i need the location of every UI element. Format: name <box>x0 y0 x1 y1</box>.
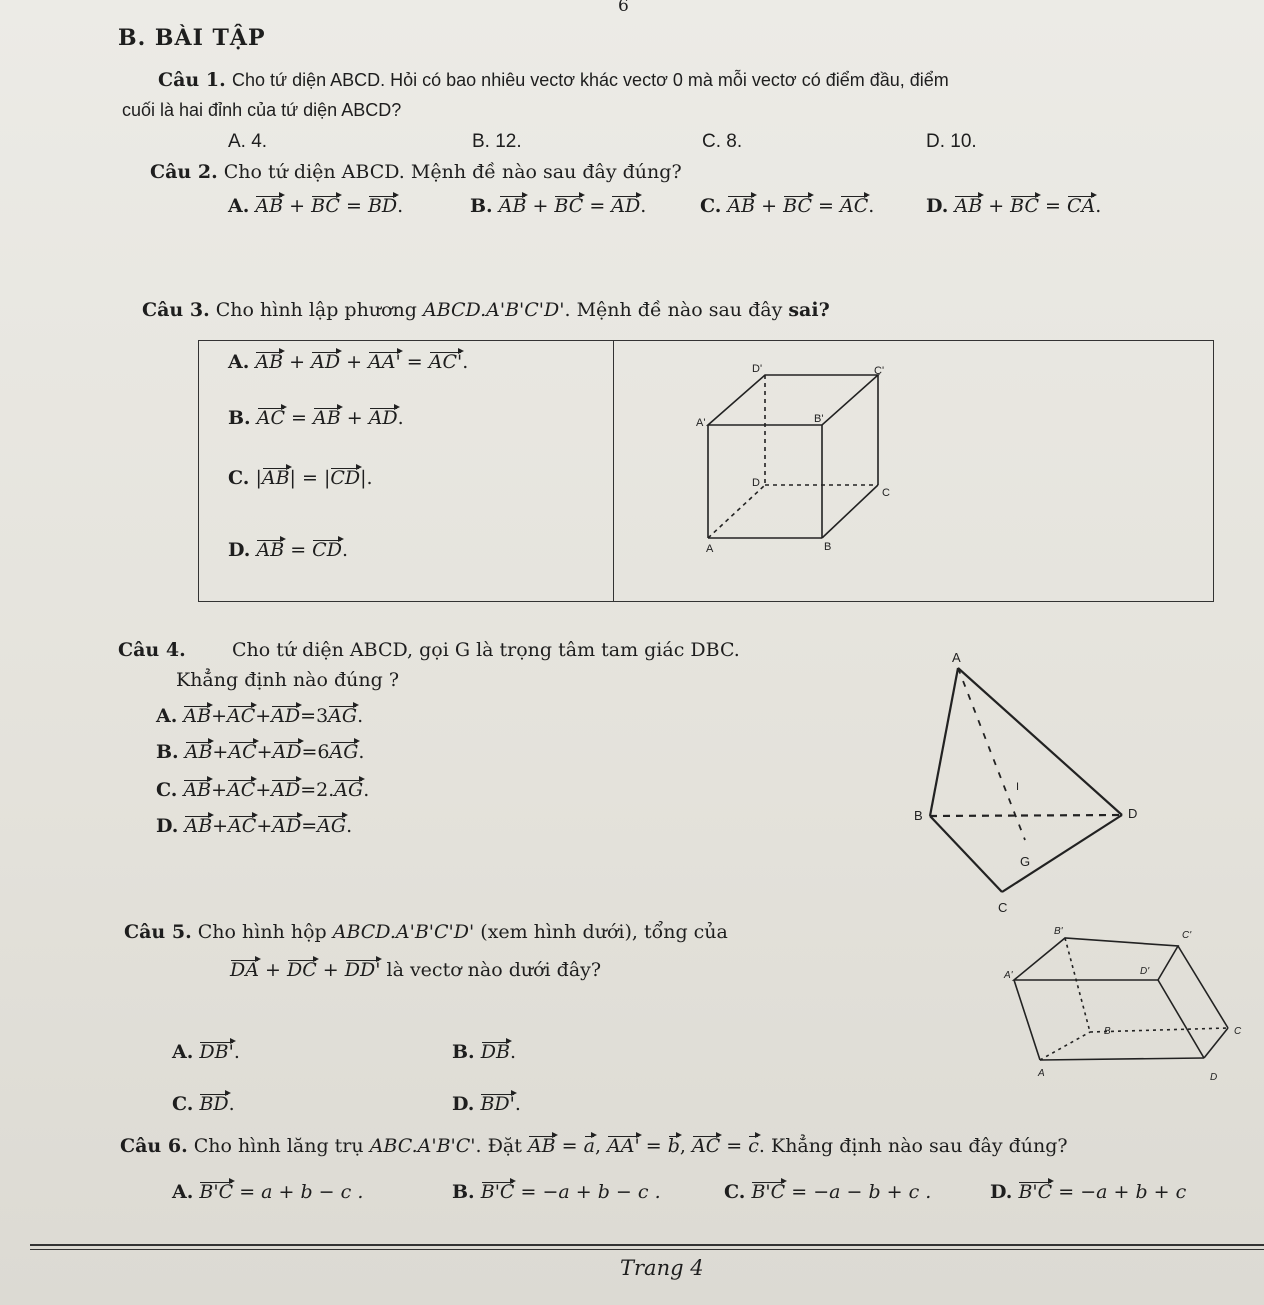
vector-ad: AD <box>368 407 398 429</box>
q6-line: Câu 6. Cho hình lăng trụ ABC.A'B'C'. Đặt AB = a, AA' = b, AC = c. Khẳng định nào sau đây đúng? <box>120 1135 1068 1157</box>
vector-bc: BC <box>554 195 584 217</box>
footer-rule-2 <box>30 1249 1264 1250</box>
q5-line <box>124 920 728 944</box>
q4-option-c-letter: C. <box>156 779 178 801</box>
vector-b1c: B'C <box>751 1181 786 1203</box>
vector-ac: AC <box>227 779 256 801</box>
label-c1: C' <box>1182 930 1192 941</box>
label-b1: B' <box>814 413 824 425</box>
label-d: D <box>1210 1072 1218 1083</box>
label-d: D <box>752 477 760 489</box>
label-b: B <box>824 541 832 553</box>
q5-option-b-letter: B. <box>452 1041 475 1063</box>
q2-option-c-letter: C. <box>700 195 722 217</box>
q5-option-d-letter: D. <box>452 1093 475 1115</box>
q6-option-a <box>172 1180 363 1204</box>
label-b1: B' <box>1054 926 1063 937</box>
tetra-segment-ag <box>958 668 1025 840</box>
q3-option-d-letter: D. <box>228 539 251 561</box>
vector-ac: AC <box>228 741 257 763</box>
q4-option-b: B. AB+AC+AD=6AG. <box>156 741 365 763</box>
vector-ab: AB <box>498 195 527 217</box>
label-c1: C' <box>874 365 885 377</box>
vector-ab: AB <box>183 779 212 801</box>
q1-option-d-letter: D. <box>926 131 945 152</box>
q4-option-c-coef: 2. <box>316 779 335 801</box>
vector-bd: BD <box>367 195 398 217</box>
vector-ab: AB <box>313 407 341 429</box>
vector-cd: CD <box>330 467 361 489</box>
vector-ad: AD <box>271 779 301 801</box>
q3-option-b: B. AC = AB + AD. <box>228 407 404 429</box>
vector-bc: BC <box>311 195 340 217</box>
q4-option-b-letter: B. <box>156 741 179 763</box>
q5-text-b: (xem hình dưới), tổng của <box>480 921 728 943</box>
label-a: A <box>952 650 961 665</box>
tetra-edge-bd <box>930 815 1122 816</box>
q3-option-c-letter: C. <box>228 467 250 489</box>
box-edge-b1b <box>1065 938 1090 1032</box>
cube-top-face <box>708 375 878 425</box>
tetra-edge-ad <box>958 668 1122 815</box>
footer-page-label: Trang 4 <box>620 1256 704 1280</box>
vector-ab: AB <box>727 195 756 217</box>
q4-option-d-letter: D. <box>156 815 179 837</box>
vector-ad: AD <box>311 351 341 373</box>
cube-edge-bc <box>822 485 878 538</box>
q6-option-d-rhs: = −a + b + c <box>1058 1181 1187 1203</box>
vector-db1: DB' <box>199 1041 234 1063</box>
box-edge-bc <box>1090 1028 1228 1032</box>
q6-prism-name: ABC.A'B'C' <box>369 1135 476 1157</box>
q2-option-b: B. AB + BC = AD. <box>470 195 647 217</box>
q3-option-a: A. AB + AD + AA' = AC'. <box>228 351 469 373</box>
vector-db: DB <box>480 1041 510 1063</box>
label-b: B <box>914 808 923 823</box>
q6-option-d-letter: D. <box>990 1181 1013 1203</box>
label-a: A <box>706 543 714 555</box>
label-i: I <box>1016 781 1020 793</box>
q5-option-a-letter: A. <box>172 1041 194 1063</box>
q5-option-c: C. BD. <box>172 1093 235 1115</box>
q1-text-line1: Cho tứ diện ABCD. Hỏi có bao nhiêu vectơ khác vectơ 0 mà mỗi vectơ có điểm đầu, điểm <box>232 70 949 90</box>
vector-ab: AB <box>256 539 285 561</box>
q1-option-c <box>702 130 742 154</box>
q3-option-c: C. |AB| = |CD|. <box>228 467 373 489</box>
q4-option-c: C. AB+AC+AD=2.AG. <box>156 779 370 801</box>
vector-ab: AB <box>954 195 983 217</box>
vector-ad: AD <box>272 815 302 837</box>
q2-line <box>150 160 682 184</box>
vector-ac: AC <box>692 1135 721 1157</box>
q6-option-a-letter: A. <box>172 1181 194 1203</box>
q4-option-a-coef: 3 <box>316 705 329 727</box>
q3-option-d: D. AB = CD. <box>228 539 348 561</box>
vector-da: DA <box>230 959 259 981</box>
q1-option-b <box>472 130 522 154</box>
q3-option-b-letter: B. <box>228 407 251 429</box>
q2-label: Câu 2. <box>150 161 218 183</box>
q6-option-c-rhs: = −a − b + c . <box>791 1181 932 1203</box>
q1-text-line2: cuối là hai đỉnh của tứ diện ABCD? <box>122 100 402 120</box>
label-c: C <box>1234 1026 1242 1037</box>
box-edge-c1c <box>1178 946 1228 1028</box>
q6-option-c <box>724 1180 931 1204</box>
q5-option-a: A. DB'. <box>172 1041 240 1063</box>
q6-option-d <box>990 1180 1186 1204</box>
vector-cd: CD <box>312 539 342 561</box>
q3-text-a: Cho hình lập phương <box>215 299 417 321</box>
q2-text: Cho tứ diện ABCD. Mệnh đề nào sau đây đúng? <box>223 161 682 183</box>
q6-label: Câu 6. <box>120 1135 188 1157</box>
q5-text-a: Cho hình hộp <box>197 921 327 943</box>
box-top-face <box>1014 938 1178 980</box>
vector-ag: AG <box>328 705 358 727</box>
parallelepiped-figure <box>1000 920 1250 1090</box>
q6-text-b: . Đặt <box>475 1135 522 1157</box>
q4-option-b-coef: 6 <box>317 741 330 763</box>
q5-sum-line: DA + DC + DD' là vectơ nào dưới đây? <box>230 959 602 981</box>
vector-b1c: B'C <box>480 1181 515 1203</box>
label-a1: A' <box>696 417 706 429</box>
q6-option-b-rhs: = −a + b − c . <box>520 1181 661 1203</box>
q1-option-a-letter: A. <box>228 131 246 152</box>
q1-option-c-letter: C. <box>702 131 721 152</box>
vector-b: b <box>667 1135 680 1157</box>
q1-option-a <box>228 130 267 154</box>
vector-ac: AC <box>227 705 256 727</box>
vector-ab: AB <box>184 815 213 837</box>
q3-table-divider <box>613 340 614 602</box>
cube-figure <box>690 360 910 560</box>
box-edge-ad <box>1040 1058 1204 1060</box>
vector-ac: AC <box>256 407 285 429</box>
q3-label: Câu 3. <box>142 299 210 321</box>
vector-ad: AD <box>611 195 641 217</box>
q6-option-a-rhs: = a + b − c . <box>239 1181 364 1203</box>
q6-option-b <box>452 1180 661 1204</box>
vector-ag: AG <box>317 815 347 837</box>
q4-option-d: D. AB+AC+AD=AG. <box>156 815 353 837</box>
label-c: C <box>998 900 1008 915</box>
section-title: B. BÀI TẬP <box>118 25 266 51</box>
q4-text-line1: Cho tứ diện ABCD, gọi G là trọng tâm tam giác DBC. <box>232 639 740 661</box>
vector-ac: AC <box>228 815 257 837</box>
tetra-edge-ab <box>930 668 958 816</box>
vector-aa1: AA' <box>607 1135 640 1157</box>
label-d: D <box>1128 806 1138 821</box>
q5-label: Câu 5. <box>124 921 192 943</box>
vector-ab: AB <box>261 467 290 489</box>
q6-option-b-letter: B. <box>452 1181 475 1203</box>
box-edge-d1d <box>1158 980 1204 1058</box>
vector-bc: BC <box>783 195 812 217</box>
vector-dc: DC <box>286 959 317 981</box>
vector-a: a <box>583 1135 595 1157</box>
q2-option-a-letter: A. <box>228 195 250 217</box>
vector-ab: AB <box>184 741 213 763</box>
footer-rule-1 <box>30 1244 1264 1246</box>
vector-b1c: B'C <box>1018 1181 1053 1203</box>
top-page-number: 6 <box>618 0 629 16</box>
vector-ab: AB <box>527 1135 556 1157</box>
vector-b1c: B'C <box>199 1181 234 1203</box>
vector-dd1: DD' <box>344 959 381 981</box>
vector-bc: BC <box>1010 195 1040 217</box>
q3-option-a-letter: A. <box>228 351 250 373</box>
q5-box-name: ABCD.A'B'C'D' <box>332 921 475 943</box>
vector-aa1: AA' <box>368 351 401 373</box>
q4-option-a-letter: A. <box>156 705 178 727</box>
box-edge-a1a <box>1014 980 1040 1060</box>
q6-text-c: . Khẳng định nào sau đây đúng? <box>758 1135 1068 1157</box>
q1-option-b-text: 12. <box>495 131 522 152</box>
vector-ag: AG <box>334 779 364 801</box>
q4-option-a: A. AB+AC+AD=3AG. <box>156 705 364 727</box>
box-edge-ab <box>1040 1032 1090 1060</box>
label-a1: A' <box>1004 970 1013 981</box>
q1-option-d <box>926 130 977 154</box>
q5-text-c: là vectơ nào dưới đây? <box>386 959 602 981</box>
q4-label: Câu 4. <box>118 639 186 661</box>
box-edge-dc <box>1204 1028 1228 1058</box>
vector-ag: AG <box>329 741 359 763</box>
q3-text-b: . Mệnh đề nào sau đây <box>564 299 783 321</box>
q6-option-c-letter: C. <box>724 1181 746 1203</box>
vector-ab: AB <box>255 351 284 373</box>
label-c: C <box>882 487 890 499</box>
vector-ac1: AC' <box>428 351 463 373</box>
q2-option-b-letter: B. <box>470 195 493 217</box>
label-a: A <box>1038 1068 1045 1079</box>
label-d1: D' <box>1140 966 1150 977</box>
q5-option-c-letter: C. <box>172 1093 194 1115</box>
tetra-edge-bc <box>930 816 1002 892</box>
q3-line <box>142 298 830 322</box>
tetrahedron-figure <box>890 640 1170 920</box>
q1-option-a-text: 4. <box>251 131 268 152</box>
q2-option-a: A. AB + BC = BD. <box>228 195 404 217</box>
label-g: G <box>1020 854 1031 869</box>
q6-text-a: Cho hình lăng trụ <box>193 1135 364 1157</box>
vector-ad: AD <box>271 705 301 727</box>
q3-cube-name: ABCD.A'B'C'D' <box>422 299 565 321</box>
q5-option-d: D. BD'. <box>452 1093 521 1115</box>
label-b: B <box>1104 1026 1111 1037</box>
q1-label: Câu 1. <box>158 69 226 91</box>
q2-option-d-letter: D. <box>926 195 949 217</box>
vector-bd1: BD' <box>480 1093 515 1115</box>
q3-text-c: sai? <box>788 299 830 321</box>
q2-option-c: C. AB + BC = AC. <box>700 195 875 217</box>
vector-ad: AD <box>272 741 302 763</box>
q5-option-b: B. DB. <box>452 1041 516 1063</box>
vector-ab: AB <box>183 705 212 727</box>
vector-c: c <box>748 1135 759 1157</box>
q4-text-line2: Khẳng định nào đúng ? <box>176 669 400 691</box>
q2-option-d: D. AB + BC = CA. <box>926 195 1102 217</box>
q1-option-c-text: 8. <box>726 131 743 152</box>
vector-bd: BD <box>199 1093 229 1115</box>
cube-edge-ad <box>708 485 765 538</box>
q1-option-b-letter: B. <box>472 131 490 152</box>
vector-ca: CA <box>1067 195 1096 217</box>
label-d1: D' <box>752 363 763 375</box>
vector-ac: AC <box>840 195 869 217</box>
q1-option-d-text: 10. <box>950 131 977 152</box>
vector-ab: AB <box>255 195 284 217</box>
